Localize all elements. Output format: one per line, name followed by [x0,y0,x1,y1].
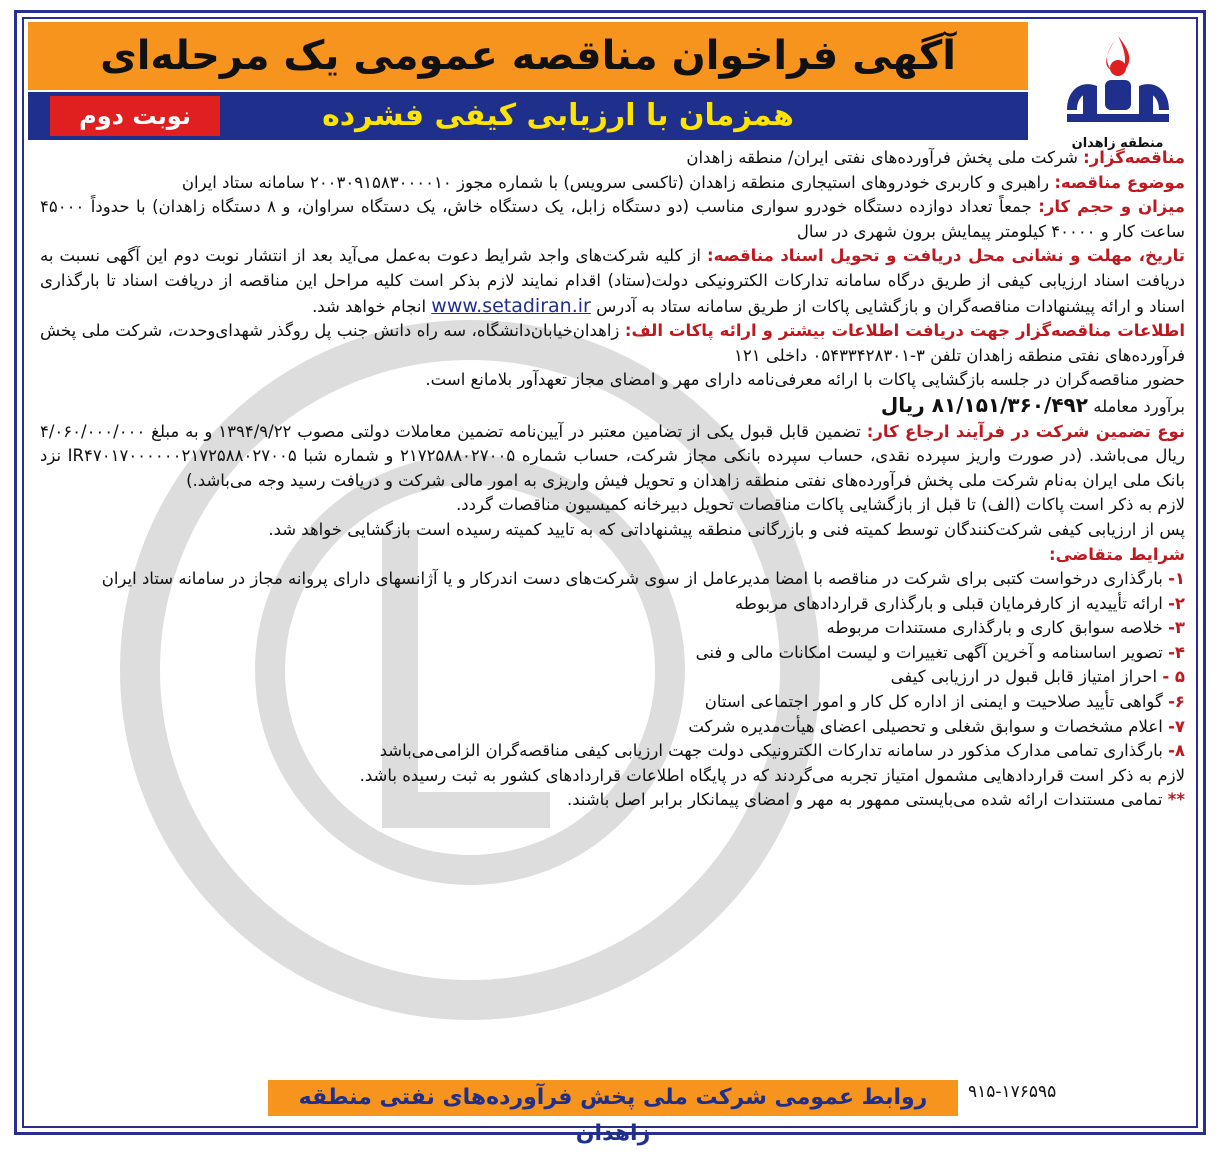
requirement-item [40,715,1185,740]
requirement-number: ۶- [1168,692,1185,712]
guarantee-paragraph [40,420,1185,494]
footer-banner [268,1080,958,1146]
page-subtitle: همزمان با ارزیابی کیفی فشرده [322,98,794,133]
footer-text: روابط عمومی شرکت ملی پخش فرآورده‌های نفتی منطقه زاهدان [298,1085,928,1146]
subject-label: موضوع مناقصه: [1054,172,1185,192]
requirement-text: بارگذاری تمامی مدارک مذکور در سامانه تدارکات الکترونیکی دولت جهت ارزیابی کیفی مناقصه‌گران الزامی‌می‌باشد [379,741,1163,761]
info-text: زاهدان‌خیابان‌دانشگاه، سه راه دانش جنب پل روگذر شهدای‌وحدت، شرکت ملی پخش فرآورده‌های نفتی منطقه زاهدان تلفن ۳-۰۵۴۳۳۴۲۸۳۰۱ داخلی ۱۲۱ [40,321,1185,365]
info-label: اطلاعات مناقصه‌گزار جهت دریافت اطلاعات بیشتر و ارائه پاکات الف: [624,321,1185,341]
presence-line: حضور مناقصه‌گران در جلسه بازگشایی پاکات با ارائه معرفی‌نامه دارای مهر و امضای مجاز تعهدآور بلامانع است. [425,370,1185,390]
requirement-number: ۷- [1168,716,1185,736]
employer-value: شرکت ملی پخش فرآورده‌های نفتی ایران/ منطقه زاهدان [686,148,1078,167]
requirements-heading [40,543,1185,568]
requirement-number: ۲- [1168,593,1185,613]
documents-note-text: تمامی مستندات ارائه شده می‌بایستی ممهور به مهر و امضای پیمانکار برابر اصل باشند. [566,790,1163,810]
volume-paragraph [40,195,1185,244]
estimate-value: ۸۱/۱۵۱/۳۶۰/۴۹۲ ریال [880,392,1088,417]
requirement-text: ارائه تأییدیه از کارفرمایان قبلی و بارگذاری قراردادهای مربوطه [734,593,1163,613]
evaluation-note: پس از ارزیابی کیفی شرکت‌کنندگان توسط کمیته فنی و بازرگانی منطقه پیشنهاداتی که به تایید کمیته رسیده است بازگشایی خواهد شد. [268,519,1185,539]
requirement-number: ۱- [1168,569,1185,589]
requirement-text: خلاصه سوابق کاری و بارگذاری مستندات مربوطه [826,618,1163,638]
requirement-number: ۸- [1168,741,1185,761]
requirement-number: ۵ - [1162,667,1185,687]
requirement-number: ۴- [1168,642,1185,662]
requirement-item [40,665,1185,690]
requirements-label: شرایط متقاضی: [1048,544,1185,564]
estimate-prefix: برآورد معامله [1093,396,1185,416]
ad-code: ۹۱۵-۱۷۶۵۹۵ [968,1082,1057,1102]
subject-value: راهبری و کاربری خودروهای استیجاری منطقه زاهدان (تاکسی سرویس) با شماره مجوز ۲۰۰۳۰۹۱۵۸۳۰۰۰۰۱۰ سامانه ستاد ایران [181,172,1050,192]
requirement-item [40,567,1185,592]
requirement-text: بارگذاری درخواست کتبی برای شرکت در مناقصه با امضا مدیرعامل از سوی شرکت‌های دست اندرکار و یا آژانسهای دارای پروانه مجاز در سامانه ستاد ایران [101,569,1163,589]
info-paragraph [40,319,1185,368]
contracts-note: لازم به ذکر است قراردادهایی مشمول امتیاز تجربه می‌گردند که در پایگاه اطلاعات قراردادهای کشور به ثبت رسیده باشد. [359,765,1185,785]
tender-body [40,146,1185,813]
subtitle-banner [28,92,1028,140]
volume-label: میزان و حجم کار: [1038,197,1186,217]
title-banner [28,22,1028,90]
website-link[interactable]: www.setadiran.ir [431,294,591,317]
envelope-note: لازم به ذکر است پاکات (الف) تا قبل از بازگشایی پاکات مناقصات تحویل دبیرخانه کمیسیون مناقصات گردد. [456,495,1185,515]
requirement-text: تصویر اساسنامه و آخرین آگهی تغییرات و لیست امکانات مالی و فنی [695,642,1163,662]
page-title: آگهی فراخوان مناقصه عمومی یک مرحله‌ای [100,33,956,79]
company-logo [1040,30,1195,160]
date-label: تاریخ، مهلت و نشانی محل دریافت و تحویل اسناد مناقصه: [706,246,1185,266]
round-badge: نوبت دوم [50,96,220,136]
guarantee-label: نوع تضمین شرکت در فرآیند ارجاع کار: [866,421,1186,441]
requirement-item [40,690,1185,715]
requirement-item [40,616,1185,641]
requirements-list [40,567,1185,764]
volume-value: جمعاً تعداد دوازده دستگاه خودرو سواری مناسب (دو دستگاه زابل، یک دستگاه خاش، یک دستگاه سراوان، و ۸ دستگاه زاهدان) با حدوداً ۴۵۰۰۰ ساعت کار و ۴۰۰۰۰ کیلومتر پیمایش برون شهری در سال [40,197,1185,241]
oil-flame-logo-icon [1053,30,1183,130]
guarantee-text: تضمین قابل قبول یکی از تضامین معتبر در آیین‌نامه تضمین معاملات دولتی مصوب ۱۳۹۴/۹/۲۲ و به مبلغ ۴/۰۶۰/۰۰۰/۰۰۰ ریال می‌باشد. (در صورت واریز سپرده نقدی، حساب سپرده بانکی مجاز شرکت، حساب شماره ۲۱۷۲۵۸۸۰۲۷۰۰۵ و شماره شبا IR۴۷۰۱۷۰۰۰۰۰۰۲۱۷۲۵۸۸۰۲۷۰۰۵ نزد بانک ملی ایران به‌نام شرکت ملی پخش فرآورده‌های نفتی منطقه زاهدان و تحویل فیش واریزی به امور مالی شرکت و دریافت رسید وجه می‌باشد.) [40,421,1185,490]
requirement-number: ۳- [1168,618,1185,638]
subject-line [40,171,1185,196]
requirement-text: احراز امتیاز قابل قبول در ارزیابی کیفی [890,667,1158,687]
date-paragraph [40,244,1185,319]
requirement-text: گواهی تأیید صلاحیت و ایمنی از اداره کل کار و امور اجتماعی استان [704,692,1163,712]
employer-label: مناقصه‌گزار: [1083,148,1185,167]
documents-note [40,788,1185,813]
date-text: از کلیه شرکت‌های واجد شرایط دعوت به‌عمل می‌آید بعد از انتشار نوبت دوم این آگهی نسبت به دریافت اسناد ارزیابی کیفی از طریق درگاه سامانه تدارکات الکترونیکی دولت(ستاد) اقدام نمایند لازم بذکر است کلیه مراحل این مناقصه از دریافت اسناد تا بارگذاری اسناد و ارائه پیشنهادات مناقصه‌گران و بازگشایی پاکات از طریق سامانه ستاد به آدرس [40,246,1185,316]
requirement-item [40,592,1185,617]
requirement-item [40,641,1185,666]
date-text-end: انجام خواهد شد. [312,296,427,316]
estimate-line [40,393,1185,420]
employer-line [40,146,1185,171]
logo-caption: منطقه زاهدان [1071,136,1164,151]
requirement-item [40,739,1185,764]
requirement-text: اعلام مشخصات و سوابق شغلی و تحصیلی اعضای هیأت‌مدیره شرکت [688,716,1163,736]
documents-note-marker: ** [1167,790,1185,810]
